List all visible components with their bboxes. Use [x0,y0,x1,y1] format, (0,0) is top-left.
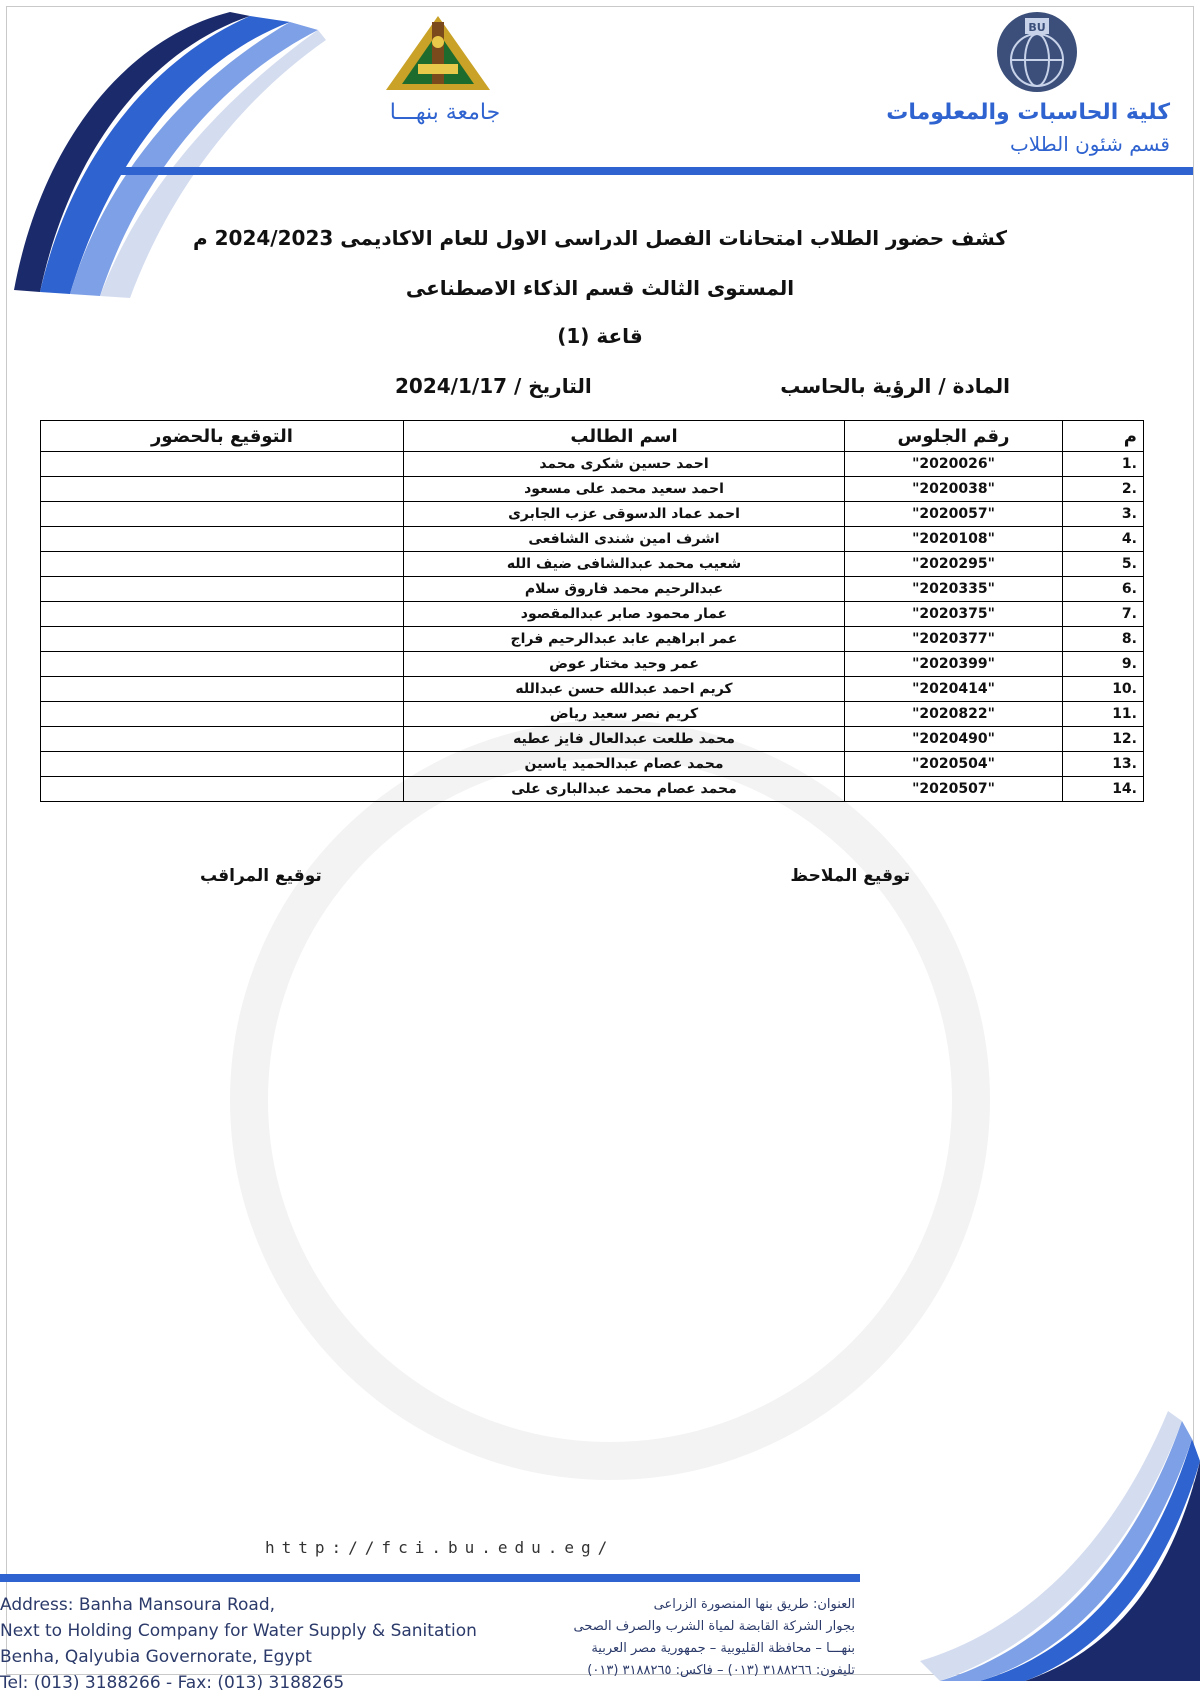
student-name: احمد حسين شكرى محمد [404,452,845,477]
seat-number: "2020038" [845,477,1063,502]
seat-number: "2020822" [845,702,1063,727]
seat-number: "2020490" [845,727,1063,752]
address-line: Next to Holding Company for Water Supply & Sanitation [0,1621,477,1641]
fci-logo-text: BU [1028,21,1046,34]
student-name: اشرف امين شندى الشافعى [404,527,845,552]
student-name: محمد طلعت عبدالعال فايز عطيه [404,727,845,752]
address-line: العنوان: طريق بنها المنصورة الزراعى [653,1597,855,1612]
seat-number: "2020057" [845,502,1063,527]
student-name: احمد عماد الدسوقى عزب الجابرى [404,502,845,527]
student-name: شعيب محمد عبدالشافى ضيف الله [404,552,845,577]
header-seat-number: رقم الجلوس [845,421,1063,452]
address-arabic [574,1594,855,1682]
sheet-level: المستوى الثالث قسم الذكاء الاصطناعى [405,276,795,300]
header-attendance-signature: التوقيع بالحضور [41,421,404,452]
address-line: بنهـــا – محافظة القليوبية – جمهورية مصر العربية [591,1641,855,1656]
student-name: كريم نصر سعيد رياض [404,702,845,727]
table-header-row [41,421,1144,452]
header-student-name: اسم الطالب [404,421,845,452]
faculty-name: كلية الحاسبات والمعلومات [886,100,1170,125]
row-number: .6 [1063,577,1144,602]
row-number: .12 [1063,727,1144,752]
table-row [41,777,1144,802]
attendance-table [40,420,1144,802]
table-row [41,652,1144,677]
address-line: Address: Banha Mansoura Road, [0,1595,276,1615]
sheet-title: كشف حضور الطلاب امتحانات الفصل الدراسى الاول للعام الاكاديمى 2024/2023 م [193,226,1007,250]
table-row [41,702,1144,727]
table-row [41,677,1144,702]
footer-divider [0,1574,860,1582]
table-row [41,752,1144,777]
row-number: .1 [1063,452,1144,477]
attendance-signature-cell [41,502,404,527]
seat-number: "2020375" [845,602,1063,627]
address-english [0,1592,477,1696]
student-name: عمر وحيد مختار عوض [404,652,845,677]
row-number: .7 [1063,602,1144,627]
table-row [41,602,1144,627]
header-num: م [1063,421,1144,452]
seat-number: "2020026" [845,452,1063,477]
seat-number: "2020504" [845,752,1063,777]
university-name: جامعة بنهـــا [389,100,501,125]
table-row [41,577,1144,602]
student-name: احمد سعيد محمد على مسعود [404,477,845,502]
attendance-signature-cell [41,477,404,502]
row-number: .8 [1063,627,1144,652]
table-row [41,727,1144,752]
department-name: قسم شئون الطلاب [1009,132,1170,156]
subject-label: المادة / الرؤية بالحاسب [780,374,1010,398]
student-name: محمد عصام محمد عبدالبارى على [404,777,845,802]
attendance-signature-cell [41,602,404,627]
header-divider [118,167,1193,175]
student-name: محمد عصام عبدالحميد ياسين [404,752,845,777]
student-name: كريم احمد عبدالله حسن عبدالله [404,677,845,702]
table-row [41,552,1144,577]
decorative-swoosh-top-left [0,0,330,300]
attendance-signature-cell [41,777,404,802]
benha-university-logo-icon [378,12,498,94]
row-number: .13 [1063,752,1144,777]
attendance-signature-cell [41,452,404,477]
row-number: .5 [1063,552,1144,577]
address-line: تليفون: ٣١٨٨٢٦٦ (٠١٣) – فاكس: ٣١٨٨٢٦٥ (٠١٣) [587,1663,855,1678]
student-name: عبدالرحيم محمد فاروق سلام [404,577,845,602]
address-line: Benha, Qalyubia Governorate, Egypt [0,1647,312,1667]
attendance-signature-cell [41,727,404,752]
seat-number: "2020295" [845,552,1063,577]
decorative-swoosh-bottom-right [910,1391,1200,1681]
row-number: .2 [1063,477,1144,502]
attendance-signature-cell [41,527,404,552]
row-number: .10 [1063,677,1144,702]
seat-number: "2020108" [845,527,1063,552]
student-name: عمر ابراهيم عابد عبدالرحيم فراج [404,627,845,652]
table-row [41,527,1144,552]
seat-number: "2020399" [845,652,1063,677]
row-number: .9 [1063,652,1144,677]
fci-logo-icon [995,10,1079,94]
attendance-signature-cell [41,752,404,777]
student-name: عمار محمود صابر عبدالمقصود [404,602,845,627]
seat-number: "2020414" [845,677,1063,702]
row-number: .11 [1063,702,1144,727]
seat-number: "2020507" [845,777,1063,802]
attendance-signature-cell [41,627,404,652]
website-url: http://fci.bu.edu.eg/ [265,1538,615,1557]
sheet-hall: قاعة (1) [557,324,643,348]
seat-number: "2020335" [845,577,1063,602]
table-row [41,477,1144,502]
attendance-signature-cell [41,552,404,577]
table-row [41,502,1144,527]
row-number: .14 [1063,777,1144,802]
seat-number: "2020377" [845,627,1063,652]
address-line: بجوار الشركة القابضة لمياة الشرب والصرف الصحى [573,1619,855,1634]
row-number: .3 [1063,502,1144,527]
attendance-signature-cell [41,702,404,727]
row-number: .4 [1063,527,1144,552]
exam-date: التاريخ / 2024/1/17 [395,374,592,398]
table-row [41,452,1144,477]
attendance-signature-cell [41,677,404,702]
address-line: Tel: (013) 3188266 - Fax: (013) 3188265 [0,1673,345,1693]
attendance-signature-cell [41,652,404,677]
watermark-seal [230,720,990,1480]
table-row [41,627,1144,652]
attendance-signature-cell [41,577,404,602]
observer-signature-label: توقيع الملاحظ [790,866,910,886]
supervisor-signature-label: توقيع المراقب [200,866,322,886]
